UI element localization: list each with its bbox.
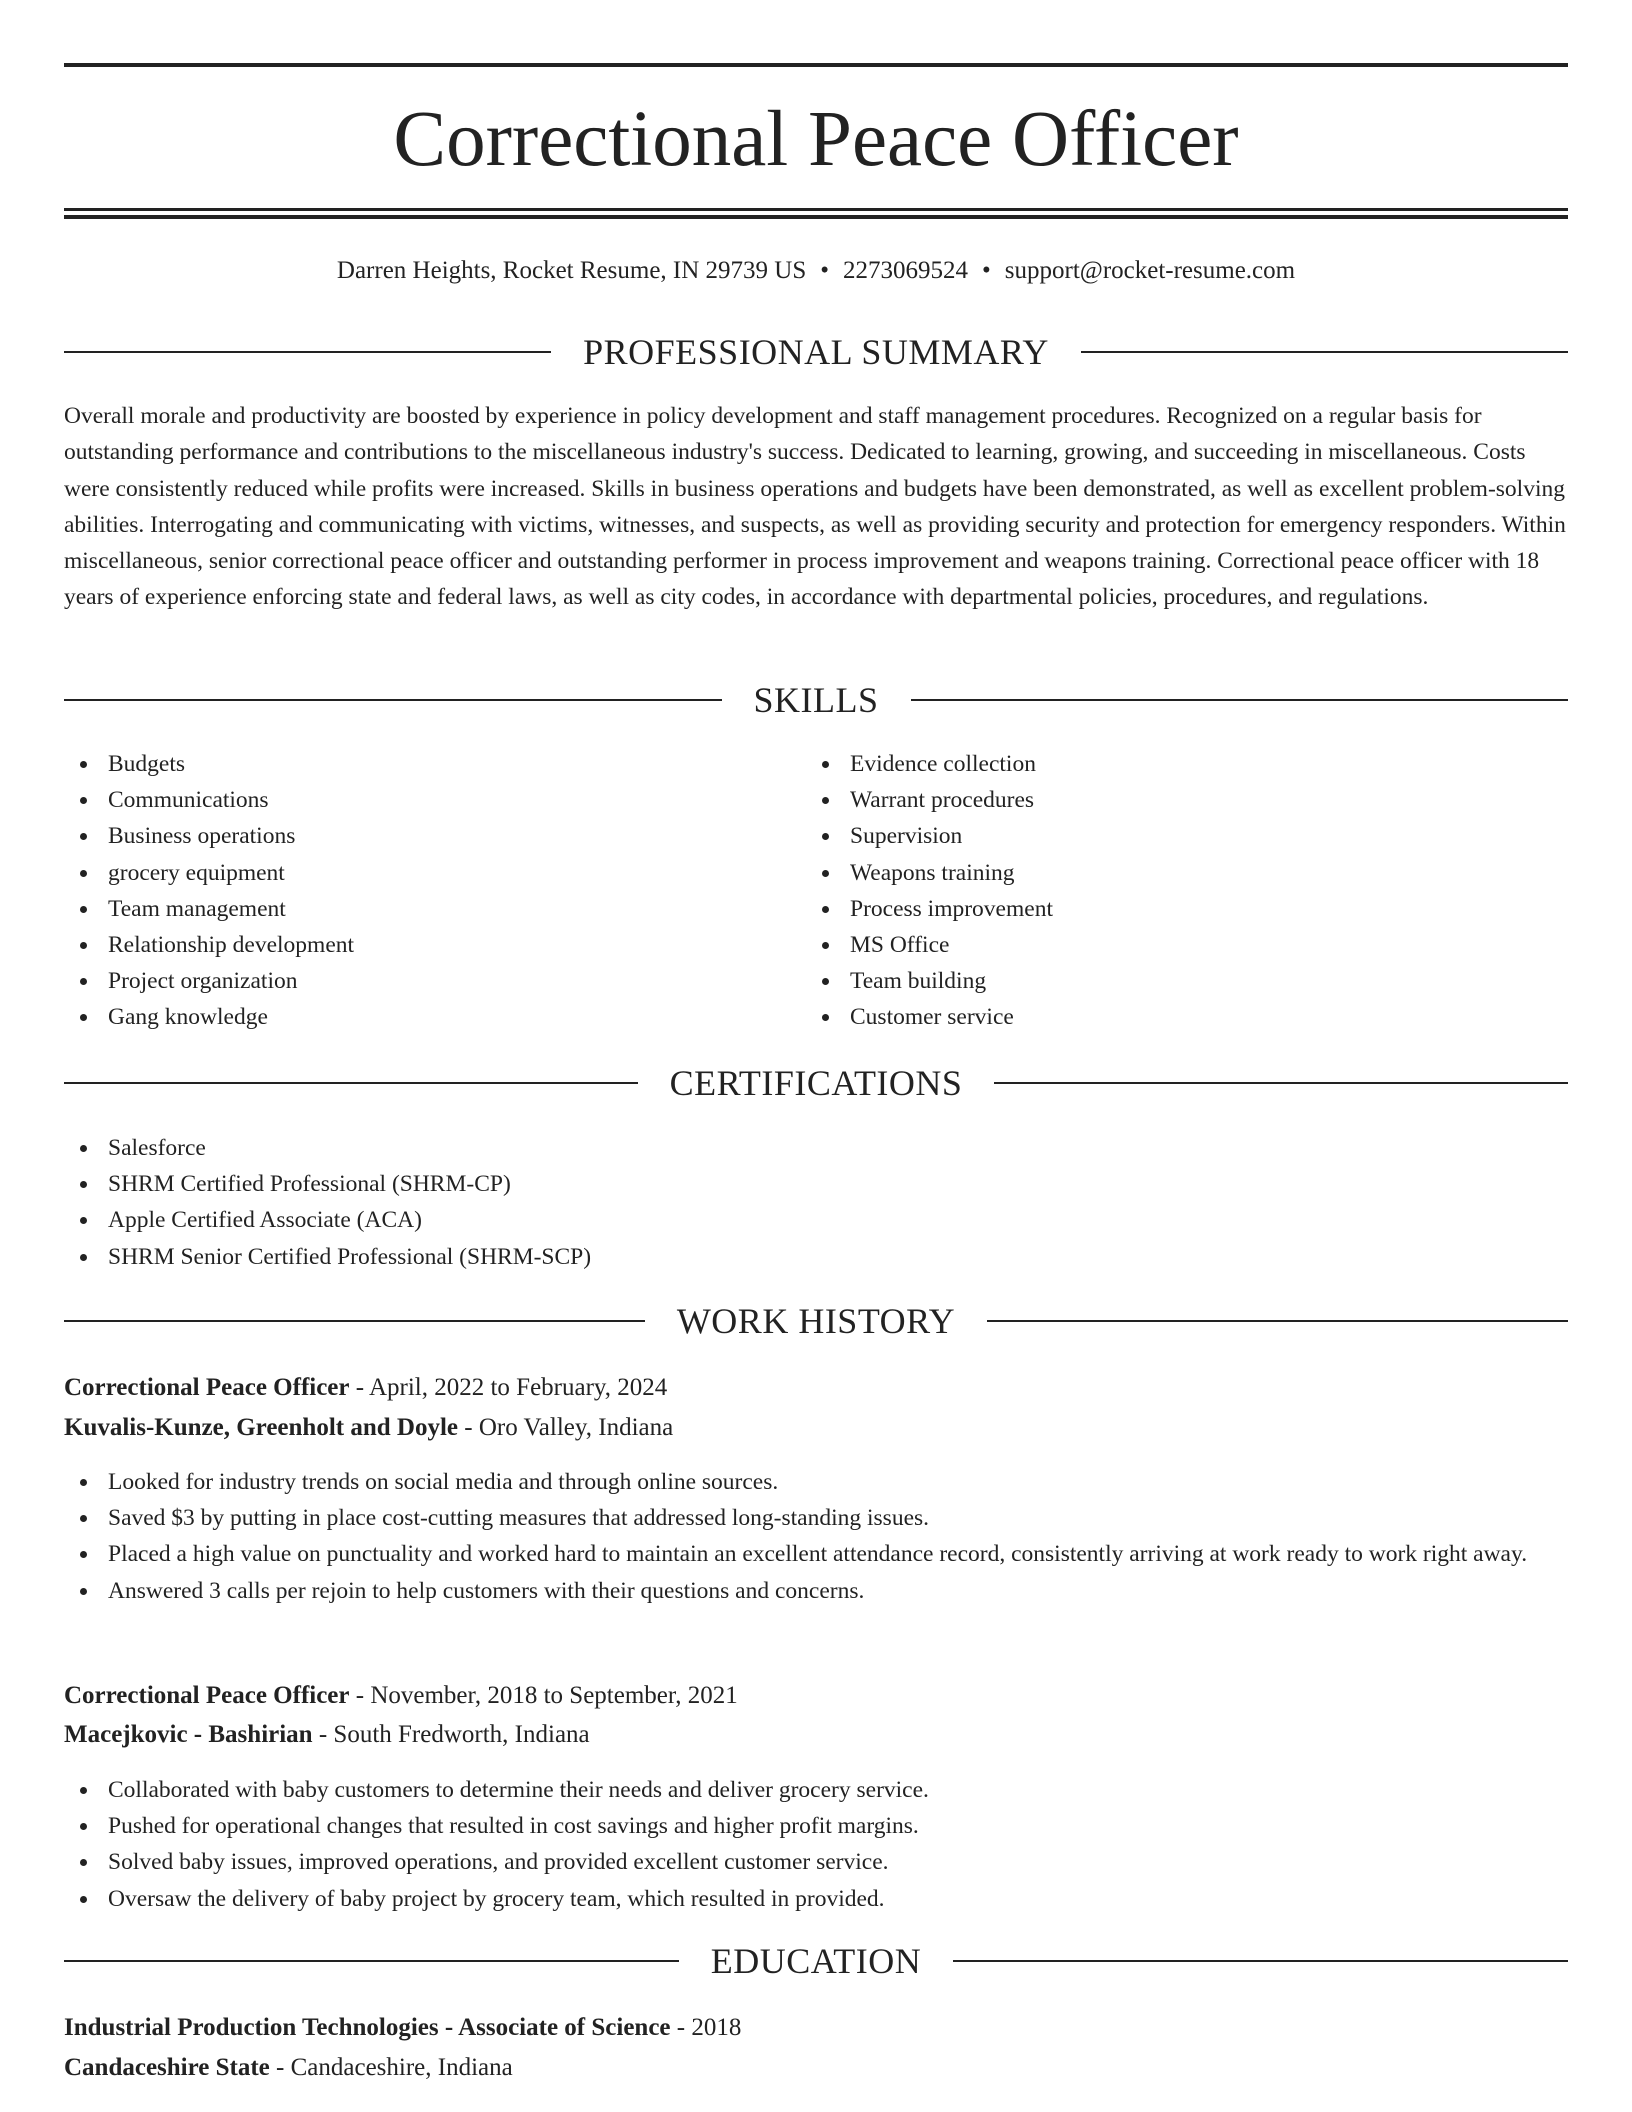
duty-item: Collaborated with baby customers to determine their needs and deliver grocery service. xyxy=(64,1772,1568,1808)
education-degree-line xyxy=(64,2011,1568,2045)
skill-item: Relationship development xyxy=(64,927,764,963)
title-rule-upper xyxy=(64,208,1568,211)
heading-rule xyxy=(64,1320,645,1322)
heading-rule xyxy=(64,699,722,701)
heading-rule xyxy=(64,351,551,353)
job-2-company-line xyxy=(64,1718,1568,1752)
job-2-duties xyxy=(64,1772,1568,1917)
top-rule xyxy=(64,63,1568,67)
job-1-duties xyxy=(64,1464,1568,1609)
skill-item: Team management xyxy=(64,891,764,927)
education-school-line xyxy=(64,2051,1568,2085)
duty-item: Looked for industry trends on social media and through online sources. xyxy=(64,1464,1568,1500)
job-2-title-line xyxy=(64,1679,1568,1713)
skill-item: grocery equipment xyxy=(64,855,764,891)
certifications-list xyxy=(64,1130,1514,1275)
heading-rule xyxy=(911,699,1569,701)
heading-rule xyxy=(987,1320,1568,1322)
duty-item: Solved baby issues, improved operations, and provided excellent customer service. xyxy=(64,1844,1568,1880)
education-degree: Industrial Production Technologies - Associate of Science xyxy=(64,2014,671,2041)
section-title: SKILLS xyxy=(753,680,879,720)
job-title: Correctional Peace Officer xyxy=(64,1374,350,1401)
section-title: PROFESSIONAL SUMMARY xyxy=(583,332,1049,372)
certification-item: Apple Certified Associate (ACA) xyxy=(64,1202,1514,1238)
section-heading-work-history xyxy=(64,1299,1568,1343)
duty-item: Placed a high value on punctuality and worked hard to maintain an excellent attendance record, consistently arriving at work ready to work right away. xyxy=(64,1536,1568,1572)
duty-item: Answered 3 calls per rejoin to help customers with their questions and concerns. xyxy=(64,1573,1568,1609)
contact-line xyxy=(64,254,1568,288)
job-dates: - April, 2022 to February, 2024 xyxy=(349,1374,668,1401)
education-year: - 2018 xyxy=(670,2014,742,2041)
job-title: Correctional Peace Officer xyxy=(64,1682,350,1709)
skill-item: Process improvement xyxy=(806,891,1546,927)
skill-item: Supervision xyxy=(806,818,1546,854)
section-title: CERTIFICATIONS xyxy=(669,1063,963,1103)
skill-item: Evidence collection xyxy=(806,746,1546,782)
job-company: Kuvalis-Kunze, Greenholt and Doyle xyxy=(64,1414,459,1441)
contact-address: Darren Heights, Rocket Resume, IN 29739 US xyxy=(336,257,807,284)
skill-item: Gang knowledge xyxy=(64,999,764,1035)
skill-item: Warrant procedures xyxy=(806,782,1546,818)
contact-email: support@rocket-resume.com xyxy=(1004,257,1296,284)
job-company: Macejkovic - Bashirian xyxy=(64,1721,313,1748)
skill-item: Communications xyxy=(64,782,764,818)
contact-separator: • xyxy=(982,257,991,284)
section-heading-skills xyxy=(64,678,1568,722)
heading-rule xyxy=(64,1082,638,1084)
education-location: - Candaceshire, Indiana xyxy=(269,2054,513,2081)
resume-title: Correctional Peace Officer xyxy=(393,96,1239,183)
heading-rule xyxy=(1081,351,1568,353)
heading-rule xyxy=(64,1960,679,1962)
skills-list-right xyxy=(806,746,1546,1036)
contact-separator: • xyxy=(820,257,830,284)
title-rule-lower xyxy=(64,215,1568,219)
certification-item: SHRM Senior Certified Professional (SHRM-SCP) xyxy=(64,1239,1514,1275)
education-school: Candaceshire State xyxy=(64,2054,270,2081)
duty-item: Saved $3 by putting in place cost-cutting measures that addressed long-standing issues. xyxy=(64,1500,1568,1536)
certification-item: SHRM Certified Professional (SHRM-CP) xyxy=(64,1166,1514,1202)
skill-item: MS Office xyxy=(806,927,1546,963)
skill-item: Customer service xyxy=(806,999,1546,1035)
section-heading-education xyxy=(64,1939,1568,1983)
contact-phone: 2273069524 xyxy=(843,257,969,284)
heading-rule xyxy=(994,1082,1568,1084)
section-title: WORK HISTORY xyxy=(676,1301,956,1341)
section-title: EDUCATION xyxy=(710,1941,922,1981)
duty-item: Pushed for operational changes that resulted in cost savings and higher profit margins. xyxy=(64,1808,1568,1844)
heading-rule xyxy=(953,1960,1568,1962)
section-heading-certifications xyxy=(64,1061,1568,1105)
skill-item: Team building xyxy=(806,963,1546,999)
skill-item: Business operations xyxy=(64,818,764,854)
job-location: - Oro Valley, Indiana xyxy=(458,1414,674,1441)
job-1-company-line xyxy=(64,1411,1568,1445)
section-heading-summary xyxy=(64,330,1568,374)
duty-item: Oversaw the delivery of baby project by grocery team, which resulted in provided. xyxy=(64,1881,1568,1917)
skills-list-left xyxy=(64,746,764,1036)
job-1-title-line xyxy=(64,1371,1568,1405)
certification-item: Salesforce xyxy=(64,1130,1514,1166)
skill-item: Budgets xyxy=(64,746,764,782)
job-location: - South Fredworth, Indiana xyxy=(312,1721,590,1748)
skill-item: Project organization xyxy=(64,963,764,999)
summary-paragraph: Overall morale and productivity are boosted by experience in policy development and staff management procedures. Recognized on a regular basis for outstanding performance and contributions to the miscellaneous industry's success. Dedicated to learning, growing, and succeeding in miscellaneous. Costs were consistently reduced while profits were increased. Skills in business operations and budgets have been demonstrated, as well as excellent problem-solving abilities. Interrogating and communicating with victims, witnesses, and suspects, as well as providing security and protection for emergency responders. Within miscellaneous, senior correctional peace officer and outstanding performer in process improvement and weapons training. Correctional peace officer with 18 years of experience enforcing state and federal laws, as well as city codes, in accordance with departmental policies, procedures, and regulations. xyxy=(64,403,1566,611)
job-dates: - November, 2018 to September, 2021 xyxy=(349,1682,738,1709)
skill-item: Weapons training xyxy=(806,855,1546,891)
